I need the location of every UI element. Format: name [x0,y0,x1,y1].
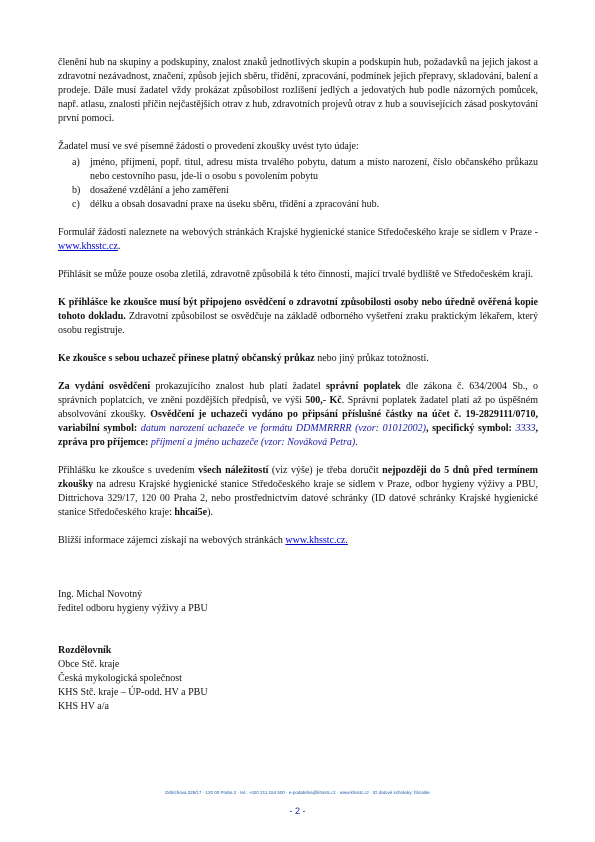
submission-text: (viz výše) je třeba doručit [268,465,383,476]
list-marker: a) [72,157,80,168]
paragraph-more-info [58,534,538,548]
paragraph-health-certificate [58,296,538,338]
page-number: - 2 - [289,806,306,816]
page-footer: Dittrichova 329/17 · 120 00 Praha 2 · tel.: +420 211 154 500 · e-podatelna@khsstc.cz · www.khsstc.cz · ID datové schránky: hhcai5e [165,790,430,795]
health-certificate-rest: Zdravotní způsobilost se osvědčuje na základě odborného vyšetření zraku praktickým lékařem, který osobu registruje. [58,311,538,336]
fee-text: dle zákona č. 634/2004 Sb., o správních poplatcích, ve znění pozdějších předpisů, ve výši [58,381,539,406]
paragraph-eligibility: Přihlásit se může pouze osoba zletilá, zdravotně způsobilá k této činnosti, mající trvalé bydliště ve Středočeském kraji. [58,269,534,280]
distribution-item: Obce Stč. kraje [58,659,120,670]
list-item [58,156,538,184]
list-item-text: délku a obsah dosavadní praxe na úseku sběru, třídění a zpracování hub. [90,199,380,210]
health-certificate-bold: K přihlášce ke zkoušce musí být připojeno osvědčení o zdravotní způsobilosti osoby nebo úředně ověřená kopie tohoto dokladu. [58,297,538,322]
specific-symbol-value: 3333 [511,423,536,434]
distribution-item: KHS Stč. kraje – ÚP-odd. HV a PBU [58,687,208,698]
list-item [58,184,538,198]
distribution-list [58,644,538,714]
fee-text-bold: Za vydání osvědčení [58,381,151,392]
paragraph-id-card [58,352,538,366]
fee-text: prokazujícího znalost hub platí žadatel [150,381,327,392]
list-marker: c) [72,199,80,210]
signatory-role: ředitel odboru hygieny výživy a PBU [58,603,208,614]
payment-account: Osvědčení je uchazeči vydáno po připsání příslušné částky na účet č. 19-2829111/0710, variabilní symbol: [58,409,538,434]
distribution-item: Česká mykologická společnost [58,673,182,684]
submission-text-end: ). [207,507,213,518]
list-item-text: dosažené vzdělání a jeho zaměření [90,185,229,196]
paragraph-submission [58,464,538,520]
list-item [58,198,538,212]
submission-text: na adresu Krajské hygienické stanice Středočeského kraje se sídlem v Praze, odbor hygieny výživy a PBU, Dittrichova 329/17, 120 00 Praha 2, nebo prostřednictvím datové schránky (ID datové schránky Krajské hygienické stanice Středočeského kraje: [58,479,538,518]
id-card-rest: nebo jiný průkaz totožnosti. [314,353,429,364]
khsstc-link-2[interactable]: www.khsstc.cz. [285,535,348,546]
more-info-text: Bližší informace zájemci získají na webových stránkách [58,535,283,546]
fee-text-end: . [355,437,358,448]
recipient-message-label: , zpráva pro příjemce: [58,423,539,448]
document-body [58,56,538,714]
paragraph-application-intro: Žadatel musí ve své písemné žádosti o provedení zkoušky uvést tyto údaje: [58,141,359,152]
specific-symbol-label: , specifický symbol: [425,423,512,434]
fee-text: . Správní poplatek žadatel platí až po úspěšném absolvování zkoušky. [58,395,538,420]
fee-amount: 500,- Kč [305,395,342,406]
paragraph-exam-scope: členění hub na skupiny a podskupiny, znalost znaků jednotlivých skupin a podskupin hub, požadavků na jejich jakost a zdravotní nezávadnost, značení, způsob jejich sběru, třídění, zpracování, podmínek jejich přepravy, skladování, balení a prodeje. Dále musí žadatel vždy prokázat způsobilost rozlišení jedlých a jedovatých hub podle názorných pomůcek, např. atlasu, znalosti příčin nejčastějších otrav z hub, zdravotních projevů otrav z hub a souvisejících zásad poskytování první pomoci. [58,57,538,124]
application-requirements-list [58,156,538,212]
form-location-text: Formulář žádosti naleznete na webových stránkách Krajské hygienické stanice Středočeského kraje se sídlem v Praze - [58,227,538,238]
data-box-id: hhcai5e [174,507,208,518]
submission-deadline: nejpozději do 5 dnů před termínem zkoušky [58,465,539,490]
distribution-title: Rozdělovník [58,645,112,656]
fee-text-bold: správní poplatek [326,381,401,392]
recipient-message-value: příjmení a jméno uchazeče (vzor: Nováková Petra) [148,437,356,448]
signatory-name: Ing. Michal Novotný [58,589,143,600]
distribution-item: KHS HV a/a [58,701,109,712]
list-marker: b) [72,185,81,196]
paragraph-form-location [58,226,538,254]
variable-symbol-format: datum narození uchazeče ve formátu DDMMRRRR (vzor: 01012002) [137,423,426,434]
id-card-bold: Ke zkoušce s sebou uchazeč přinese platný občanský průkaz [58,353,315,364]
khsstc-link[interactable]: www.khsstc.cz [58,241,118,252]
submission-text: Přihlášku ke zkoušce s uvedením [58,465,199,476]
list-item-text: jméno, příjmení, popř. titul, adresu místa trvalého pobytu, datum a místo narození, číslo občanského průkazu nebo cestovního pasu, jde-li o osobu s povolením pobytu [90,157,538,182]
signature-block [58,588,538,616]
submission-text-bold: všech náležitostí [198,465,269,476]
form-location-end: . [117,241,121,252]
paragraph-fee [58,380,538,450]
